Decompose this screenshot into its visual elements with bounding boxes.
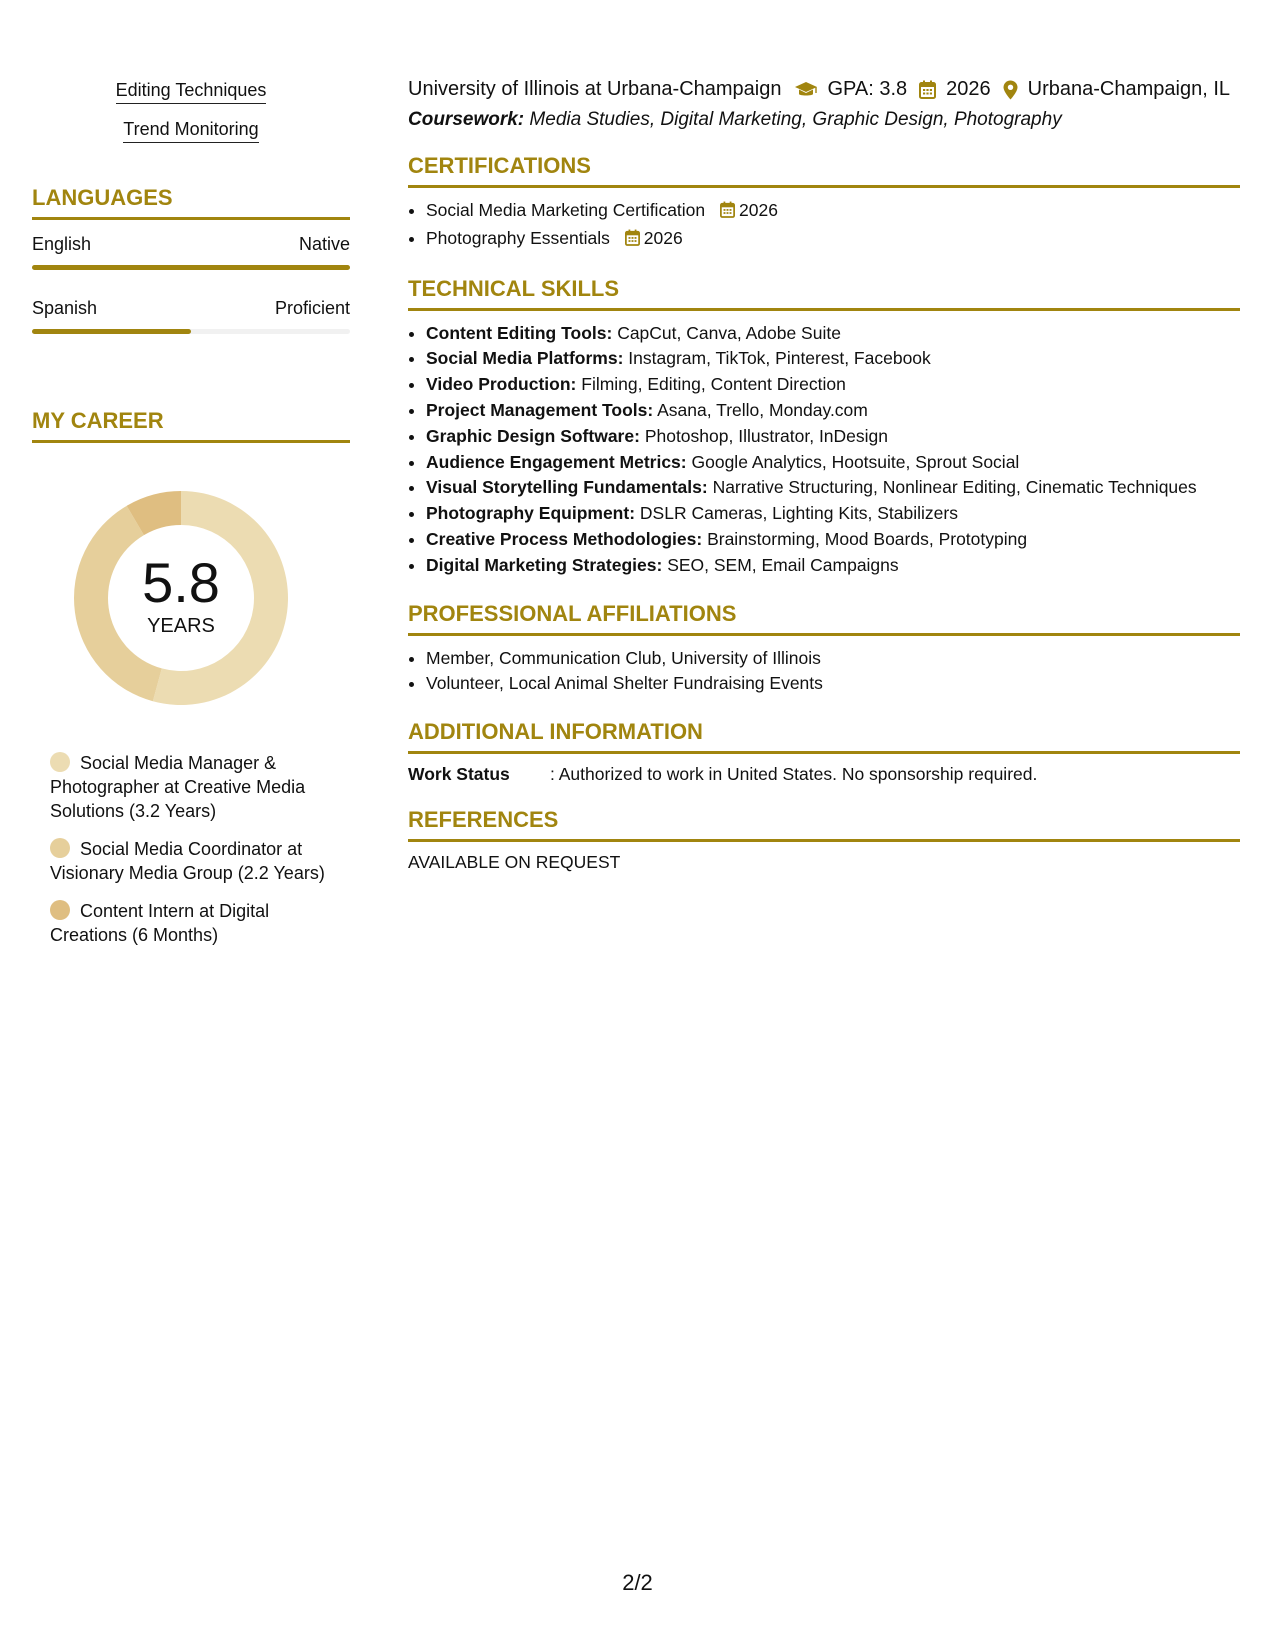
graduation-year: 2026 [946, 78, 991, 100]
skill-values: Google Analytics, Hootsuite, Sprout Social [691, 451, 1020, 472]
coursework-label: Coursework: [408, 109, 525, 130]
certifications-heading: CERTIFICATIONS [408, 153, 1240, 188]
skill-category: Visual Storytelling Fundamentals: [426, 477, 708, 498]
skill-category: Photography Equipment: [426, 503, 636, 524]
career-legend-item [50, 751, 335, 823]
skill-values: Brainstorming, Mood Boards, Prototyping [707, 528, 1028, 549]
career-legend-label: Social Media Coordinator at Visionary Media Group (2.2 Years) [50, 839, 325, 883]
additional-info-section [408, 719, 1240, 785]
skill-tag [32, 119, 350, 143]
skill-values: SEO, SEM, Email Campaigns [667, 554, 899, 575]
certification-name: Photography Essentials [426, 227, 610, 248]
skill-category: Video Production: [426, 374, 577, 395]
technical-skill-item [426, 372, 1240, 398]
career-total-unit: YEARS [147, 615, 215, 637]
left-column [32, 80, 350, 961]
skill-category: Social Media Platforms: [426, 348, 624, 369]
language-name: Spanish [32, 298, 98, 318]
affiliation-item: • Volunteer, Local Animal Shelter Fundraising Events [426, 671, 1240, 697]
skill-category: Project Management Tools: [426, 399, 654, 420]
school-location: Urbana-Champaign, IL [1027, 78, 1231, 100]
technical-skill-item [426, 527, 1240, 553]
career-legend-item [50, 899, 335, 947]
career-legend-label: Social Media Manager & Photographer at Creative Media Solutions (3.2 Years) [50, 753, 306, 821]
language-item [32, 298, 350, 334]
skill-values: Instagram, TikTok, Pinterest, Facebook [628, 348, 931, 369]
career-total-years: 5.8 [142, 551, 220, 614]
technical-skill-item [426, 346, 1240, 372]
legend-dot [50, 838, 70, 858]
technical-skill-item [426, 321, 1240, 347]
skill-category: Audience Engagement Metrics: [426, 451, 687, 472]
gpa: GPA: 3.8 [827, 78, 908, 100]
language-proficiency-bar [32, 265, 350, 270]
additional-info-heading: ADDITIONAL INFORMATION [408, 719, 1240, 754]
technical-skill-item [426, 398, 1240, 424]
language-name: English [32, 234, 92, 254]
references-section [408, 807, 1240, 873]
certification-item [426, 226, 1240, 254]
references-heading: REFERENCES [408, 807, 1240, 842]
skill-values: Asana, Trello, Monday.com [657, 399, 868, 420]
skill-category: Digital Marketing Strategies: [426, 554, 663, 575]
page-number: 2/2 [622, 1570, 653, 1595]
references-text: AVAILABLE ON REQUEST [408, 852, 621, 873]
skill-category: Graphic Design Software: [426, 425, 640, 446]
skill-tag-label: Editing Techniques [116, 80, 267, 104]
graduation-cap-icon [794, 81, 818, 99]
certifications-section [408, 153, 1240, 254]
language-level: Proficient [274, 298, 350, 318]
skill-values: CapCut, Canva, Adobe Suite [617, 322, 841, 343]
career-legend-label: Content Intern at Digital Creations (6 Months) [50, 901, 270, 945]
certification-name: Social Media Marketing Certification [426, 200, 706, 220]
work-status [408, 764, 1240, 785]
skill-tag-label: Trend Monitoring [123, 119, 258, 143]
affiliation-item: • Member, Communication Club, University of Illinois [426, 646, 1240, 672]
calendar-icon [625, 228, 640, 254]
location-pin-icon [1003, 80, 1018, 100]
technical-skill-item [426, 475, 1240, 501]
coursework-line [408, 109, 1240, 131]
legend-dot [50, 900, 70, 920]
career-legend [50, 751, 335, 947]
skill-values: Filming, Editing, Content Direction [581, 374, 846, 395]
skill-category: Creative Process Methodologies: [426, 528, 703, 549]
affiliations-section [408, 601, 1240, 698]
certification-item [426, 198, 1240, 226]
affiliations-heading: PROFESSIONAL AFFILIATIONS [408, 601, 1240, 636]
skill-values: DSLR Cameras, Lighting Kits, Stabilizers [639, 503, 958, 524]
certification-year: 2026 [643, 227, 683, 248]
technical-skill-item [426, 501, 1240, 527]
school-name: University of Illinois at Urbana-Champaign [408, 78, 782, 100]
education-line [408, 78, 1240, 101]
legend-dot [50, 752, 70, 772]
language-level: Native [298, 234, 350, 254]
skill-tag [32, 80, 350, 104]
work-status-label: Work Status [408, 764, 510, 785]
technical-skill-item [426, 553, 1240, 579]
language-proficiency-fill [32, 329, 191, 334]
technical-skills-heading: TECHNICAL SKILLS [408, 276, 1240, 311]
calendar-icon [919, 80, 936, 99]
skill-values: Photoshop, Illustrator, InDesign [644, 425, 889, 446]
calendar-icon [720, 200, 735, 226]
skill-values: Narrative Structuring, Nonlinear Editing, Cinematic Techniques [712, 477, 1197, 498]
skill-category: Content Editing Tools: [426, 322, 613, 343]
technical-skills-section [408, 276, 1240, 579]
technical-skill-item [426, 424, 1240, 450]
career-heading: MY CAREER [32, 408, 350, 443]
work-status-value: : Authorized to work in United States. No sponsorship required. [550, 764, 1038, 785]
technical-skill-item [426, 450, 1240, 476]
languages-heading: LANGUAGES [32, 185, 350, 220]
certification-year: 2026 [739, 200, 778, 220]
coursework-list: Media Studies, Digital Marketing, Graphic Design, Photography [529, 109, 1062, 130]
language-proficiency-fill [32, 265, 350, 270]
career-legend-item [50, 837, 335, 885]
career-donut [66, 483, 296, 713]
right-column [408, 78, 1240, 873]
language-proficiency-bar [32, 329, 350, 334]
language-item [32, 234, 350, 270]
